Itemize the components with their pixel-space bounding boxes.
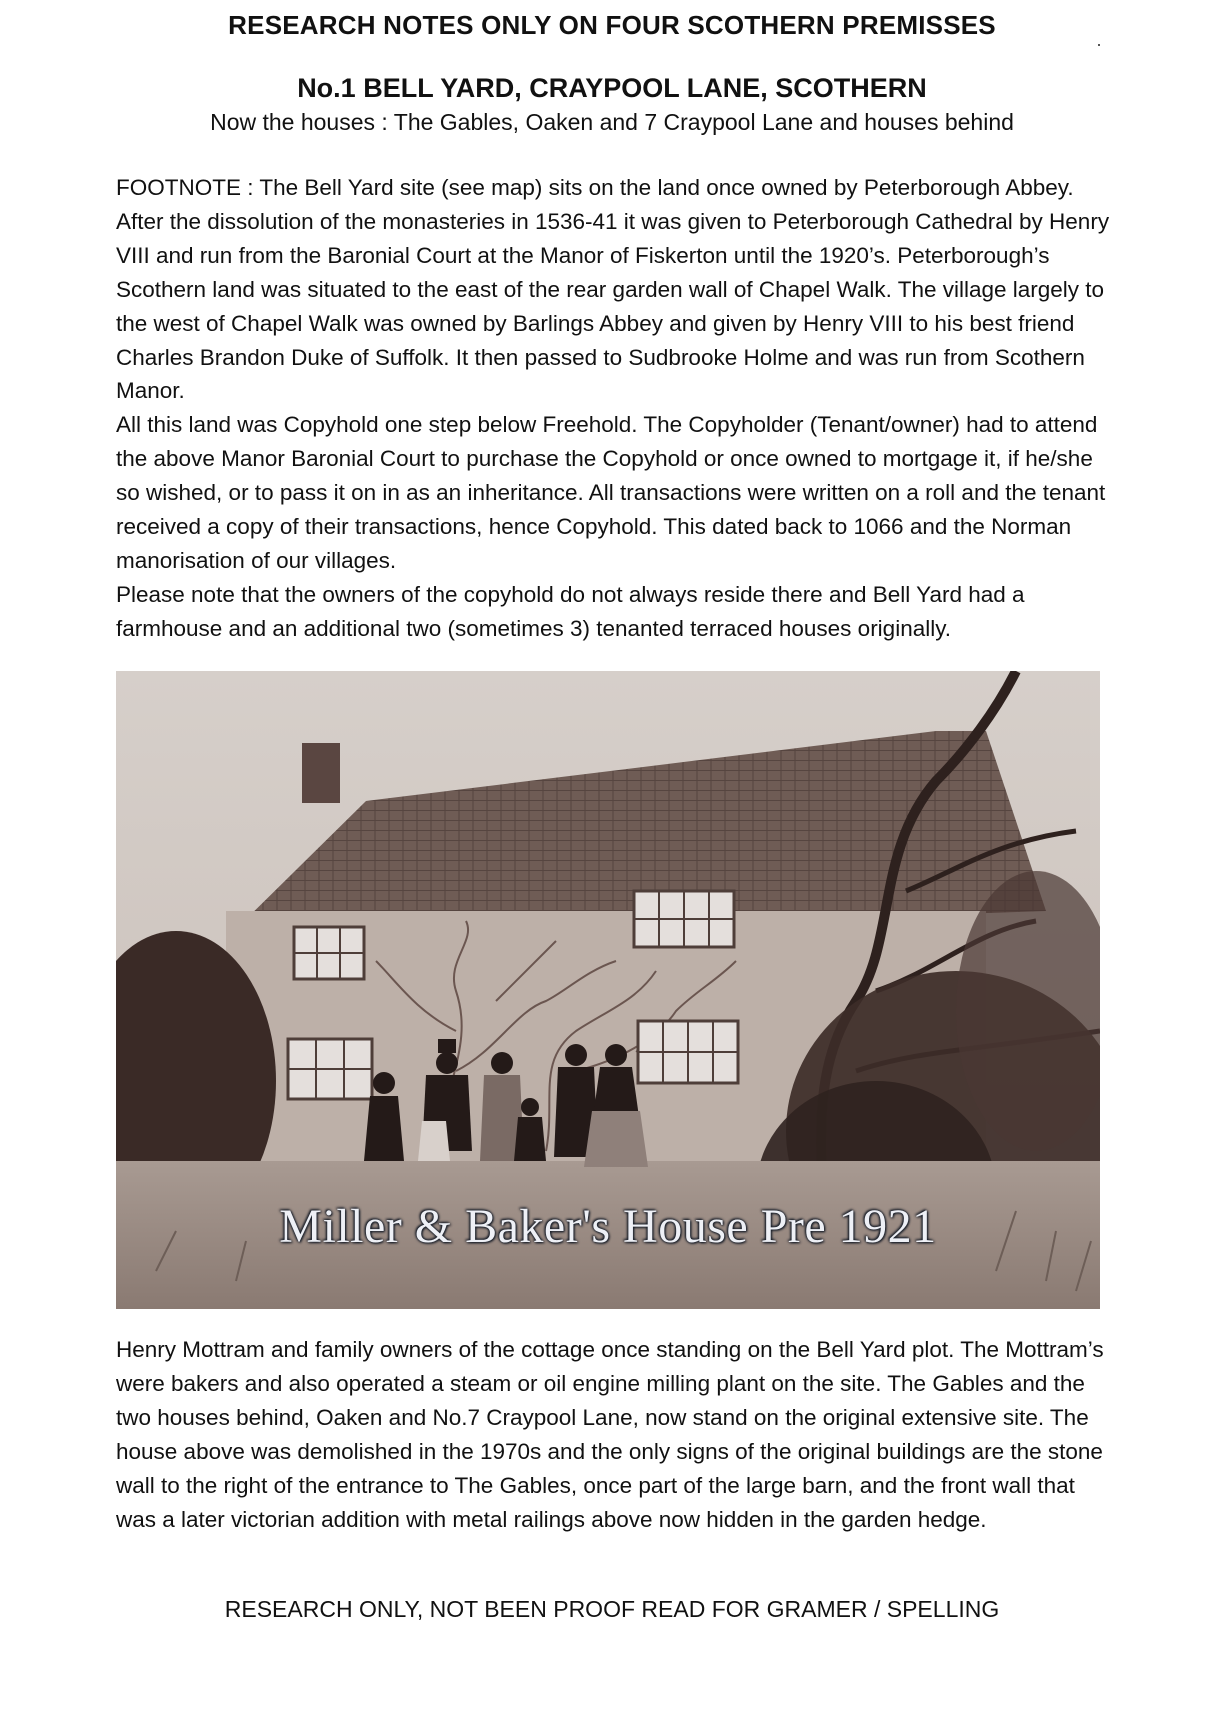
footnote-paragraph: FOOTNOTE : The Bell Yard site (see map) sits on the land once owned by Peterborough Abbey. After the dissolution of the monasteries in 1536-41 it was given to Peterborough Cathedral by Henry VIII and run from the Baronial Court at the Manor of Fiskerton until the 1920’s. Peterborough’s Scothern land was situated to the east of the rear garden wall of Chapel Walk. The village largely to the west of Chapel Walk was owned by Barlings Abbey and given by Henry VIII to his best friend Charles Brandon Duke of Suffolk. It then passed to Sudbrooke Holme and was run from Scothern Manor.	[116, 175, 1110, 404]
historic-house-photo	[116, 671, 1100, 1309]
description-block	[116, 1333, 1116, 1536]
footnote-paragraph: Please note that the owners of the copyhold do not always reside there and Bell Yard had a farmhouse and an additional two (sometimes 3) tenanted terraced houses originally.	[116, 581, 1025, 641]
section-heading: No.1 BELL YARD, CRAYPOOL LANE, SCOTHERN	[297, 73, 927, 103]
stray-dot-mark	[1098, 44, 1100, 46]
footnote-paragraph: All this land was Copyhold one step below Freehold. The Copyholder (Tenant/owner) had to attend the above Manor Baronial Court to purchase the Copyhold or once owned to mortgage it, if he/she so wished, or to pass it on in as an inheritance. All transactions were written on a roll and the tenant received a copy of their transactions, hence Copyhold. This dated back to 1066 and the Norman manorisation of our villages.	[116, 412, 1106, 573]
lower-window	[638, 1021, 738, 1083]
description-paragraph: Henry Mottram and family owners of the cottage once standing on the Bell Yard plot. The Mottram’s were bakers and also operated a steam or oil engine milling plant on the site. The Gables and the two houses behind, Oaken and No.7 Craypool Lane, now stand on the original extensive site. The house above was demolished in the 1970s and the only signs of the original buildings are the stone wall to the right of the entrance to The Gables, once part of the large barn, and the front wall that was a later victorian addition with metal railings above now hidden in the garden hedge.	[116, 1337, 1104, 1532]
footnote-block	[116, 171, 1116, 646]
upper-window	[634, 891, 734, 947]
document-title: RESEARCH NOTES ONLY ON FOUR SCOTHERN PREMISSES	[228, 10, 996, 40]
photo-caption: Miller & Baker's House Pre 1921	[279, 1200, 937, 1253]
footer-note: RESEARCH ONLY, NOT BEEN PROOF READ FOR GRAMER / SPELLING	[224, 1596, 1000, 1622]
chimney	[302, 743, 340, 803]
lower-window	[288, 1039, 372, 1099]
upper-window	[294, 927, 364, 979]
section-subheading: Now the houses : The Gables, Oaken and 7 Craypool Lane and houses behind	[210, 109, 1014, 135]
